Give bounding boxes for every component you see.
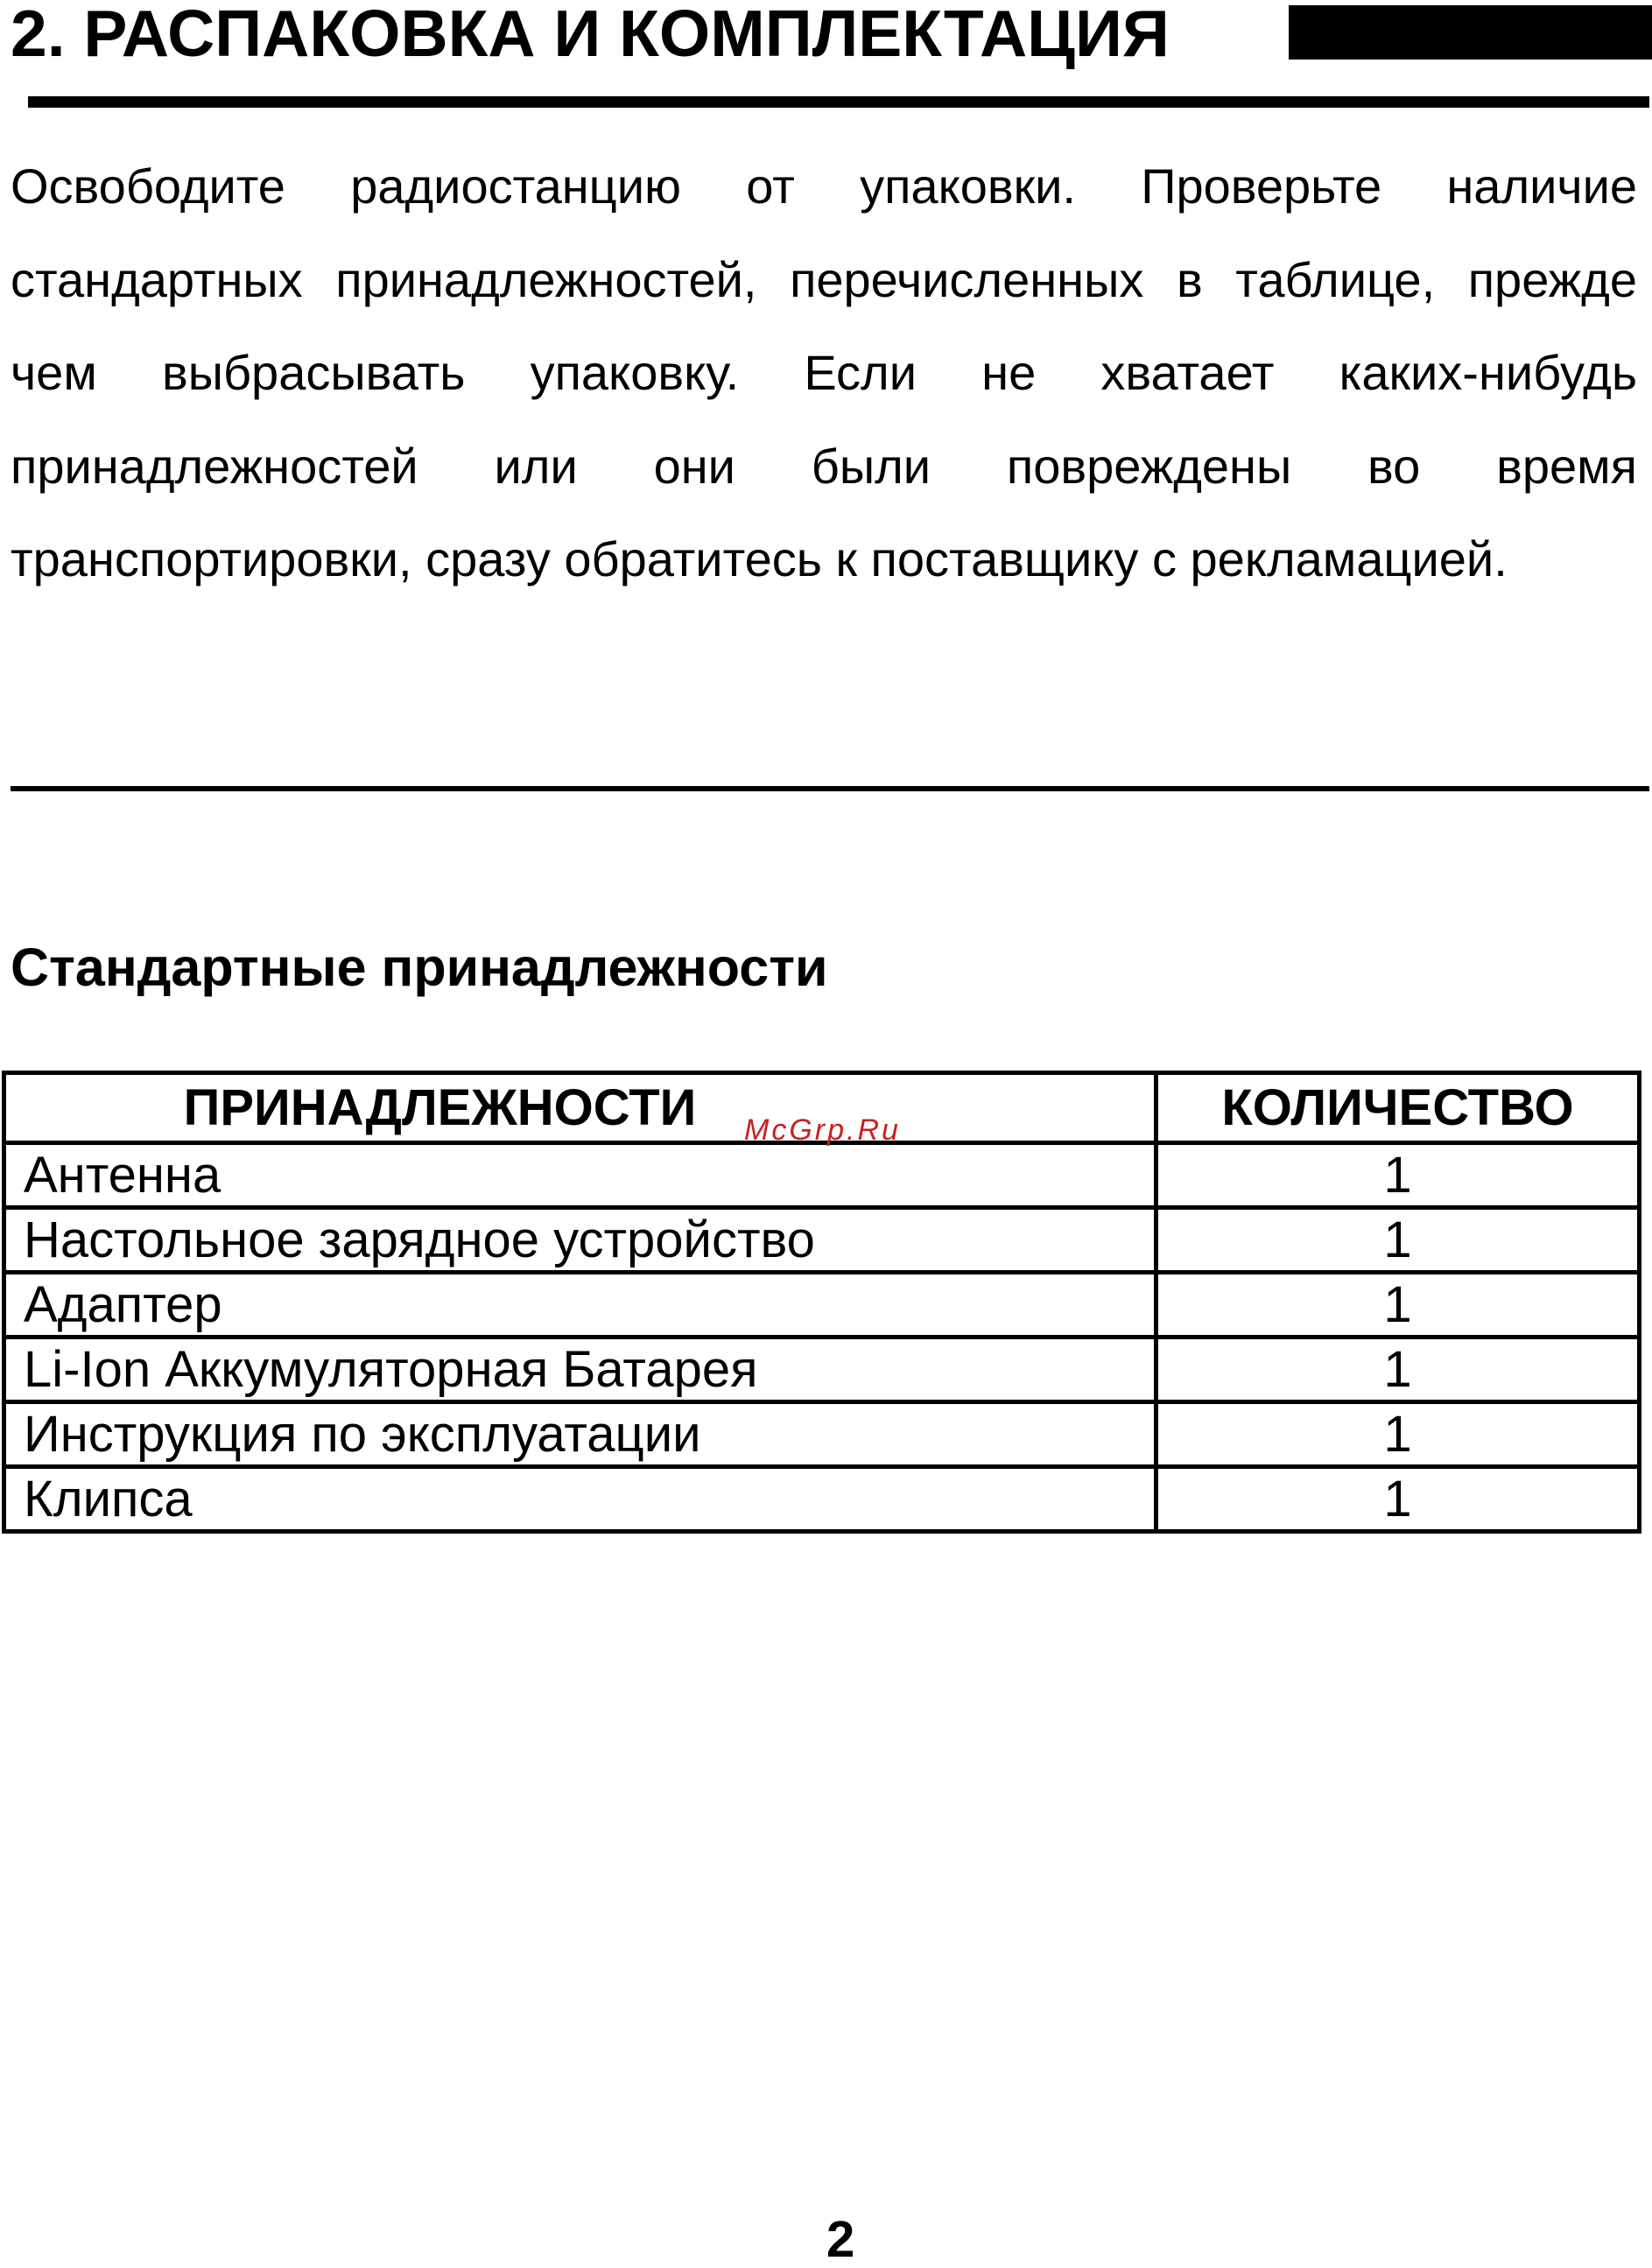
accessory-name: Настольное зарядное устройство bbox=[4, 1208, 1156, 1273]
accessories-title: Стандартные принадлежности bbox=[11, 937, 828, 997]
column-header-quantity: КОЛИЧЕСТВО bbox=[1156, 1073, 1640, 1143]
accessory-quantity: 1 bbox=[1156, 1273, 1640, 1338]
intro-paragraph: Освободите радиостанцию от упаковки. Проверьте наличие стандартных принадлежностей, перечисленных в таблице, прежде чем выбрасывать упаковку. Если не хватает каких-нибудь принадлежностей или они были повреждены во время транспортировки, сразу обратитесь к поставщику с рекламацией. bbox=[11, 158, 1637, 586]
column-header-accessories: ПРИНАДЛЕЖНОСТИ bbox=[4, 1073, 1156, 1143]
accessory-name: Li-Ion Аккумуляторная Батарея bbox=[4, 1338, 1156, 1402]
table-row bbox=[4, 1338, 1640, 1402]
table-row bbox=[4, 1273, 1640, 1338]
watermark-text: McGrp.Ru bbox=[744, 1113, 901, 1147]
section-divider bbox=[11, 786, 1649, 791]
table-row bbox=[4, 1208, 1640, 1273]
accessory-quantity: 1 bbox=[1156, 1143, 1640, 1208]
accessory-quantity: 1 bbox=[1156, 1467, 1640, 1532]
table-row bbox=[4, 1467, 1640, 1532]
accessory-name: Адаптер bbox=[4, 1273, 1156, 1338]
table-row bbox=[4, 1402, 1640, 1467]
top-rule bbox=[28, 96, 1649, 108]
accessory-name: Клипса bbox=[4, 1467, 1156, 1532]
accessory-name: Инструкция по эксплуатации bbox=[4, 1402, 1156, 1467]
title-decor-bar bbox=[1289, 5, 1652, 60]
accessory-quantity: 1 bbox=[1156, 1208, 1640, 1273]
accessory-quantity: 1 bbox=[1156, 1338, 1640, 1402]
table-row bbox=[4, 1143, 1640, 1208]
accessory-quantity: 1 bbox=[1156, 1402, 1640, 1467]
section-title: 2. РАСПАКОВКА И КОМПЛЕКТАЦИЯ bbox=[11, 0, 1170, 70]
accessory-name: Антенна bbox=[4, 1143, 1156, 1208]
page-number: 2 bbox=[826, 2211, 855, 2268]
section-header bbox=[11, 0, 1649, 70]
